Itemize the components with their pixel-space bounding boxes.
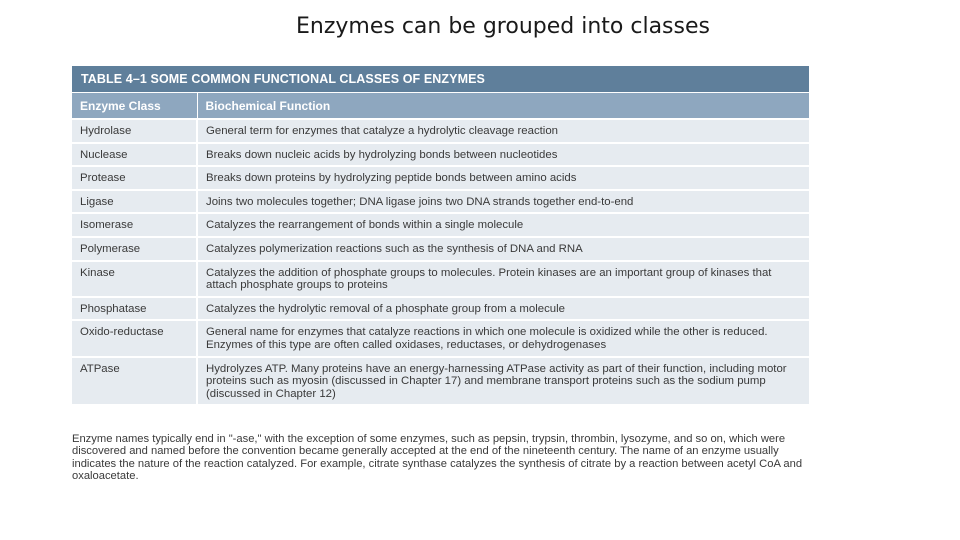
function-cell: Catalyzes the addition of phosphate groups to molecules. Protein kinases are an important group of kinases that attach phosphate groups to proteins	[197, 261, 809, 297]
enzyme-class-cell: Nuclease	[72, 143, 197, 167]
enzyme-class-cell: Polymerase	[72, 237, 197, 261]
function-cell: Joins two molecules together; DNA ligase joins two DNA strands together end-to-end	[197, 190, 809, 214]
slide-title: Enzymes can be grouped into classes	[296, 14, 710, 39]
table-row	[72, 143, 809, 167]
function-cell: Catalyzes the hydrolytic removal of a phosphate group from a molecule	[197, 297, 809, 321]
function-cell: General term for enzymes that catalyze a hydrolytic cleavage reaction	[197, 119, 809, 143]
function-cell: Breaks down proteins by hydrolyzing peptide bonds between amino acids	[197, 166, 809, 190]
enzyme-class-cell: ATPase	[72, 357, 197, 405]
enzyme-class-cell: Isomerase	[72, 213, 197, 237]
table-row	[72, 166, 809, 190]
function-cell: Catalyzes polymerization reactions such as the synthesis of DNA and RNA	[197, 237, 809, 261]
table-row	[72, 190, 809, 214]
enzyme-class-cell: Oxido-reductase	[72, 320, 197, 356]
table-row	[72, 261, 809, 297]
table-row	[72, 320, 809, 356]
enzyme-class-cell: Hydrolase	[72, 119, 197, 143]
enzyme-table	[72, 92, 809, 404]
table-footnote: Enzyme names typically end in "-ase," with the exception of some enzymes, such as pepsin, trypsin, thrombin, lysozyme, and so on, which were discovered and named before the convention became generally accepted at the end of the nineteenth century. The name of an enzyme usually indicates the nature of the reaction catalyzed. For example, citrate synthase catalyzes the synthesis of citrate by a reaction between acetyl CoA and oxaloacetate.	[72, 433, 803, 483]
table-row	[72, 213, 809, 237]
table-row	[72, 357, 809, 405]
enzyme-class-cell: Kinase	[72, 261, 197, 297]
table-row	[72, 119, 809, 143]
table-row	[72, 297, 809, 321]
function-cell: Hydrolyzes ATP. Many proteins have an energy-harnessing ATPase activity as part of their function, including motor proteins such as myosin (discussed in Chapter 17) and membrane transport proteins such as the sodium pump (discussed in Chapter 12)	[197, 357, 809, 405]
enzyme-class-cell: Ligase	[72, 190, 197, 214]
function-cell: Catalyzes the rearrangement of bonds within a single molecule	[197, 213, 809, 237]
enzyme-class-cell: Protease	[72, 166, 197, 190]
enzyme-classes-table	[72, 66, 809, 404]
enzyme-class-cell: Phosphatase	[72, 297, 197, 321]
table-row	[72, 237, 809, 261]
table-header-row	[72, 93, 809, 120]
function-cell: Breaks down nucleic acids by hydrolyzing bonds between nucleotides	[197, 143, 809, 167]
function-cell: General name for enzymes that catalyze reactions in which one molecule is oxidized while the other is reduced. Enzymes of this type are often called oxidases, reductases, or dehydrogenases	[197, 320, 809, 356]
header-enzyme-class: Enzyme Class	[72, 93, 197, 120]
header-biochemical-function: Biochemical Function	[197, 93, 809, 120]
table-caption: TABLE 4–1 SOME COMMON FUNCTIONAL CLASSES OF ENZYMES	[72, 66, 809, 92]
